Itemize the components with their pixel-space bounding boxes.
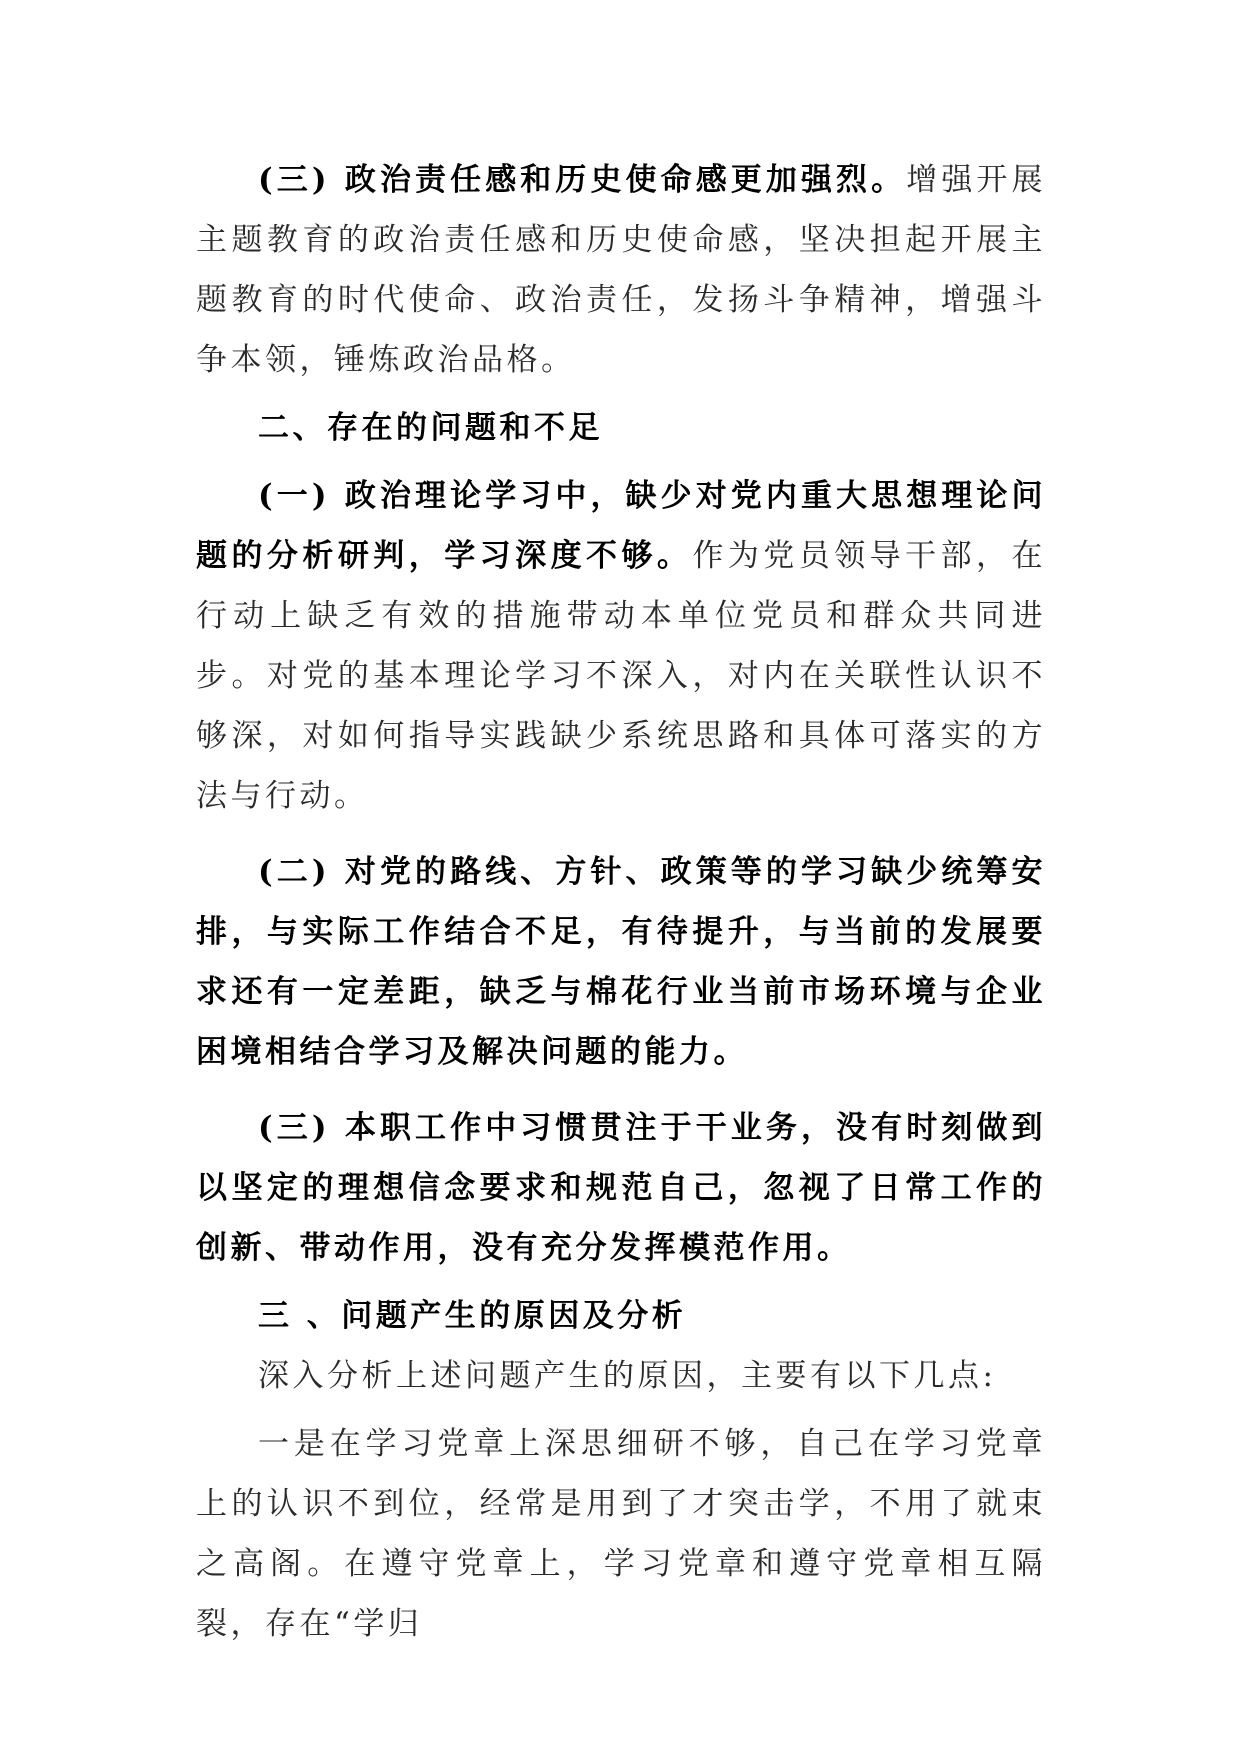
section-heading-causes: 三 、问题产生的原因及分析 — [258, 1298, 687, 1334]
spacer — [196, 826, 1046, 842]
spacer — [196, 390, 1046, 398]
paragraph-body: 增强开展主题教育的政治责任感和历史使命感，坚决担起开展主题教育的时代使命、政治责任，发扬斗争精神，增强斗争本领，锤炼政治品格。 — [196, 162, 1046, 378]
paragraph-theory-study — [196, 466, 1046, 826]
paragraph-lead: (一) 政治理论学习中，缺少对党内重大思想理论问题的分析研判，学习深度不够。 — [196, 478, 1046, 574]
spacer — [196, 1406, 1046, 1414]
paragraph-policy-study: (二) 对党的路线、方针、政策等的学习缺少统筹安排，与实际工作结合不足，有待提升，与当前的发展要求还有一定差距，缺乏与棉花行业当前市场环境与企业困境相结合学习及解决问题的能力。 — [196, 854, 1046, 1070]
paragraph-party-constitution: 一是在学习党章上深思细研不够，自己在学习党章上的认识不到位，经常是用到了才突击学，不用了就束之高阁。在遵守党章上，学习党章和遵守党章相互隔裂，存在“学归 — [196, 1426, 1046, 1642]
spacer — [196, 1278, 1046, 1286]
paragraph-causes-intro: 深入分析上述问题产生的原因，主要有以下几点: — [258, 1358, 997, 1394]
document-page — [196, 150, 1046, 1654]
section-heading-problems: 二、存在的问题和不足 — [258, 410, 603, 446]
paragraph-daily-work: (三) 本职工作中习惯贯注于干业务，没有时刻做到以坚定的理想信念要求和规范自己，忽视了日常工作的创新、带动作用，没有充分发挥模范作用。 — [196, 1110, 1046, 1266]
paragraph-political-responsibility — [196, 150, 1046, 390]
paragraph-lead: (三) 政治责任感和历史使命感更加强烈。 — [258, 162, 907, 198]
spacer — [196, 1082, 1046, 1098]
paragraph-body: 作为党员领导干部，在行动上缺乏有效的措施带动本单位党员和群众共同进步。对党的基本理论学习不深入，对内在关联性认识不够深，对如何指导实践缺少系统思路和具体可落实的方法与行动。 — [196, 538, 1046, 814]
spacer — [196, 458, 1046, 466]
